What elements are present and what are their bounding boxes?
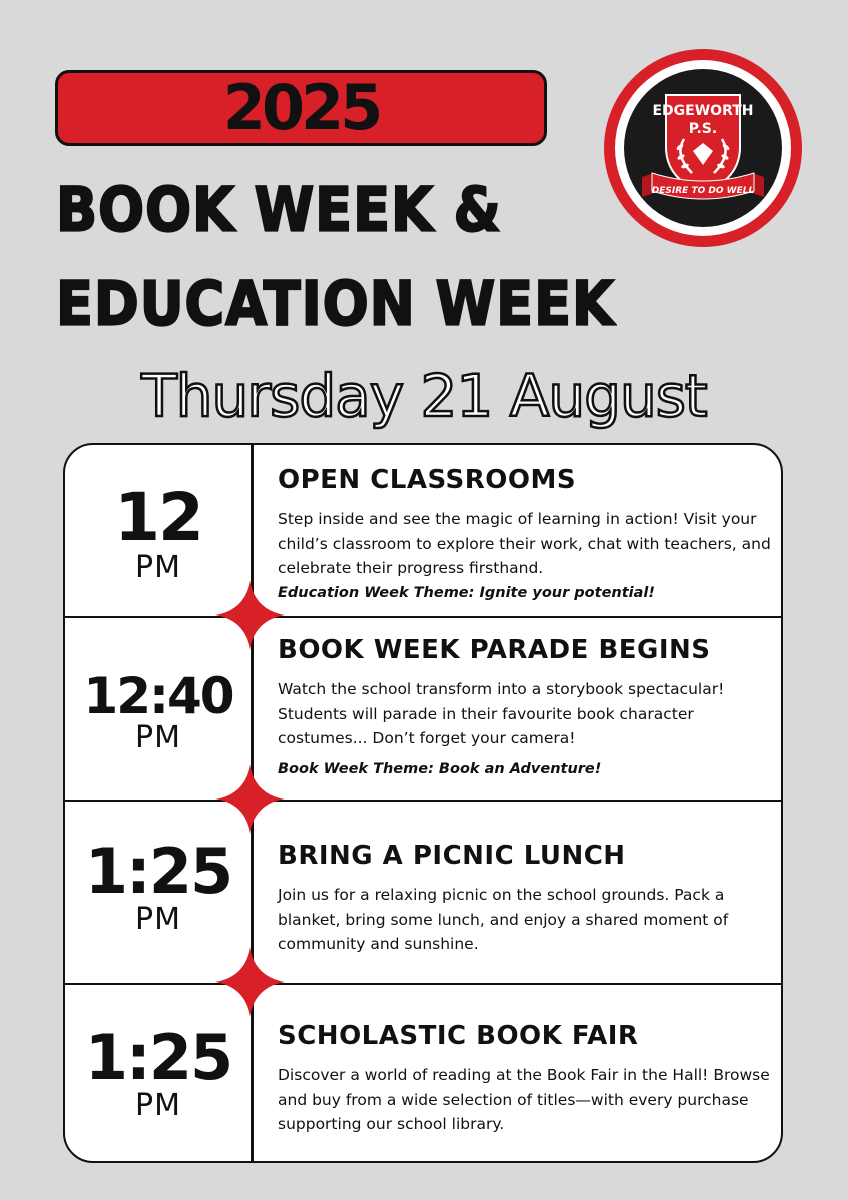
- title-line-1: BOOK WEEK &: [56, 174, 502, 245]
- sparkle-star-icon: [215, 764, 285, 834]
- logo-initials: P.S.: [688, 121, 718, 137]
- school-logo: [602, 47, 804, 249]
- sparkle-star-icon: [215, 580, 285, 650]
- event-description: Step inside and see the magic of learning in action! Visit your child’s classroom to explore their work, chat with teachers, and celebrate their progress firsthand.: [278, 510, 771, 577]
- event-theme: Book Week Theme: Book an Adventure!: [278, 760, 602, 777]
- event-time-2: [65, 667, 251, 755]
- logo-school-name: EDGEWORTH: [652, 103, 754, 119]
- time-period: PM: [135, 720, 181, 755]
- time-period: PM: [135, 550, 181, 585]
- time-value: 1:25: [84, 1021, 232, 1094]
- time-value: 12:40: [83, 667, 233, 725]
- time-value: 1:25: [84, 835, 232, 908]
- title-line-2: EDUCATION WEEK: [56, 268, 615, 339]
- event-details-2: [278, 637, 773, 777]
- time-period: PM: [135, 1088, 181, 1123]
- event-title: SCHOLASTIC BOOK FAIR: [278, 1021, 639, 1051]
- event-details-1: [278, 467, 773, 601]
- row-divider: [65, 983, 781, 985]
- event-details-3: [278, 843, 773, 957]
- time-period: PM: [135, 902, 181, 937]
- event-time-3: [65, 835, 251, 937]
- year-text: 2025: [222, 71, 380, 144]
- event-theme: Education Week Theme: Ignite your potential!: [278, 584, 655, 601]
- logo-motto: DESIRE TO DO WELL: [651, 186, 755, 196]
- event-details-4: [278, 1023, 773, 1137]
- event-date: Thursday 21 August: [141, 362, 707, 430]
- sparkle-star-icon: [215, 947, 285, 1017]
- event-time-1: [65, 479, 251, 585]
- time-value: 12: [114, 479, 202, 556]
- event-description: Join us for a relaxing picnic on the school grounds. Pack a blanket, bring some lunch, and enjoy a shared moment of community and sunshine.: [278, 886, 729, 953]
- event-description: Watch the school transform into a storybook spectacular! Students will parade in their favourite book character costumes... Don’t forget your camera!: [278, 680, 725, 747]
- event-time-4: [65, 1021, 251, 1123]
- schedule-card: [63, 443, 783, 1163]
- row-divider: [65, 800, 781, 802]
- row-divider: [65, 616, 781, 618]
- year-banner: [55, 70, 547, 146]
- event-description: Discover a world of reading at the Book Fair in the Hall! Browse and buy from a wide selection of titles—with every purchase supporting our school library.: [278, 1066, 770, 1133]
- event-title: OPEN CLASSROOMS: [278, 465, 577, 495]
- event-title: BOOK WEEK PARADE BEGINS: [278, 635, 711, 665]
- event-title: BRING A PICNIC LUNCH: [278, 841, 626, 871]
